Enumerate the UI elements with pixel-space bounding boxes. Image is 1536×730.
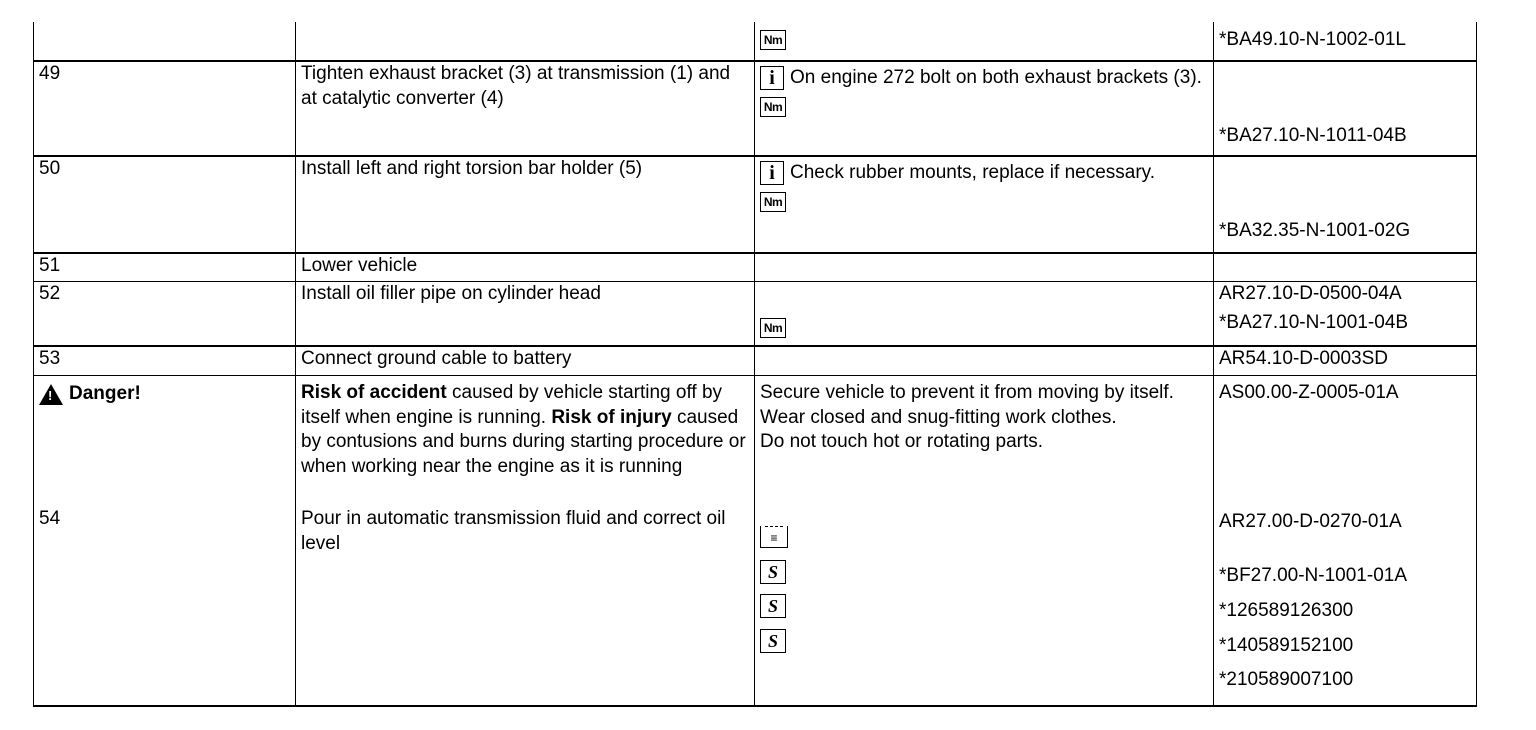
step-action: Install left and right torsion bar holder (5) [296, 156, 755, 253]
torque-nm-icon: Nm [760, 192, 786, 212]
special-tool-icon: S [760, 560, 786, 584]
step-action: Install oil filler pipe on cylinder head [296, 282, 755, 347]
step-note: Check rubber mounts, replace if necessary. [790, 162, 1156, 184]
torque-nm-icon: Nm [760, 97, 786, 117]
safety-note: Wear closed and snug-fitting work clothes. [760, 406, 1117, 428]
reference-code: AR27.10-D-0500-04A [1219, 283, 1402, 304]
step-number: 52 [34, 282, 296, 347]
table-row [34, 22, 1477, 61]
step-number: 50 [34, 156, 296, 253]
danger-label: Danger! [69, 382, 141, 404]
table-row [34, 282, 1477, 347]
table-row [34, 346, 1477, 376]
table-row [34, 156, 1477, 253]
info-icon: i [760, 161, 784, 185]
step-number: 49 [34, 61, 296, 156]
reference-code: AR54.10-D-0003SD [1214, 346, 1477, 376]
step-number: 53 [34, 346, 296, 376]
step-note: On engine 272 bolt on both exhaust brackets (3). [790, 67, 1202, 89]
reference-code: AR27.00-D-0270-01A [1219, 510, 1402, 532]
danger-bold-1: Risk of accident [301, 382, 447, 403]
table-row [34, 61, 1477, 156]
reference-code: AS00.00-Z-0005-01A [1219, 382, 1399, 403]
reference-code: *BA27.10-N-1011-04B [1219, 125, 1407, 146]
special-tool-icon: S [760, 594, 786, 618]
step-action: Pour in automatic transmission fluid and correct oil level [301, 508, 726, 554]
special-tool-icon: S [760, 629, 786, 653]
operating-fluid-icon: ≡ [760, 526, 788, 548]
reference-code: *140589152100 [1219, 634, 1354, 656]
reference-code: *126589126300 [1219, 600, 1354, 622]
safety-note: Do not touch hot or rotating parts. [760, 431, 1044, 453]
step-number: 51 [34, 253, 296, 282]
info-icon: i [760, 66, 784, 90]
reference-code: *BA32.35-N-1001-02G [1219, 220, 1411, 241]
step-number: 54 [39, 508, 61, 529]
reference-code: *210589007100 [1219, 669, 1354, 691]
procedure-table [33, 22, 1477, 707]
step-action: Lower vehicle [296, 253, 755, 282]
danger-text-2: caused by contusions and burns during starting procedure or when working near the engine as it is running [301, 406, 746, 478]
step-action: Tighten exhaust bracket (3) at transmission (1) and at catalytic converter (4) [296, 61, 755, 156]
reference-code: *BA49.10-N-1002-01L [1219, 29, 1406, 50]
table-row [34, 253, 1477, 282]
reference-code: *BF27.00-N-1001-01A [1219, 565, 1407, 587]
warning-triangle-icon [39, 384, 63, 405]
safety-note: Secure vehicle to prevent it from moving by itself. [760, 382, 1174, 403]
danger-text-1: caused by vehicle starting off by itself when engine is running. [301, 382, 723, 428]
danger-bold-2: Risk of injury [551, 406, 672, 428]
step-action: Connect ground cable to battery [296, 346, 755, 376]
reference-code: *BA27.10-N-1001-04B [1219, 311, 1409, 333]
torque-nm-icon: Nm [760, 318, 786, 338]
danger-text [301, 381, 749, 507]
table-row [34, 376, 1477, 707]
torque-nm-icon: Nm [760, 30, 786, 50]
